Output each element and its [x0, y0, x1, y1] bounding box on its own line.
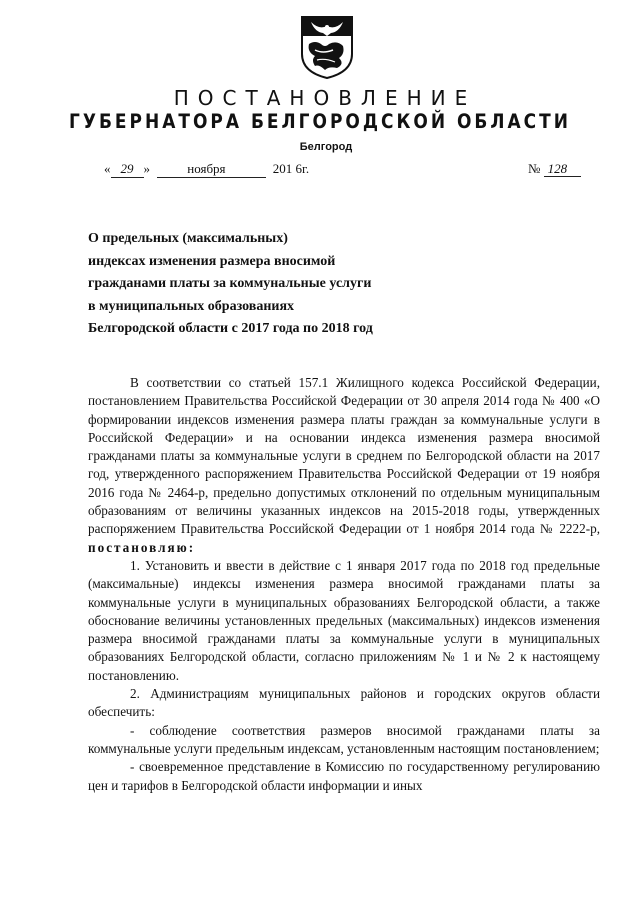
title-line: О предельных (максимальных)	[88, 231, 288, 246]
document-body	[88, 374, 600, 795]
document-type: ПОСТАНОВЛЕНИЕ	[173, 86, 477, 110]
coat-of-arms-icon	[299, 14, 355, 80]
date-day: 29	[111, 161, 144, 178]
title-line: Белгородской области с 2017 года по 2018 год	[88, 321, 373, 336]
document-date	[104, 161, 309, 178]
item-2b-paragraph: - своевременное представление в Комиссию по государственному регулированию цен и тарифов в Белгородской области информации и иных	[88, 759, 600, 793]
issuing-authority: ГУБЕРНАТОРА БЕЛГОРОДСКОЙ ОБЛАСТИ	[69, 110, 571, 134]
title-line: в муниципальных образованиях	[88, 298, 295, 314]
title-line: гражданами платы за коммунальные услуги	[88, 276, 372, 291]
date-open-quote: «	[104, 161, 111, 176]
document-number	[528, 161, 581, 177]
date-close-quote: »	[143, 161, 150, 176]
preamble-text: В соответствии со статьей 157.1 Жилищного кодекса Российской Федерации, постановлением Правительства Российской Федерации от 30 апреля 2014 года № 400 «О формировании индексов изменения размера платы граждан за коммунальные услуги в Российской Федерации» и на основании индекса изменения размера вносимой гражданами платы за коммунальные услуги в среднем по Белгородской области на 2017 год, утвержденного распоряжением Правительства Российской Федерации от 19 ноября 2016 года № 2464-р, предельно допустимых отклонений по отдельным муниципальным образованиям от величины указанных индексов на 2015-2018 годы, утвержденных распоряжением Правительства Российской Федерации от 1 ноября 2014 года № 2222-р,	[88, 375, 600, 537]
number-prefix: №	[528, 161, 541, 176]
title-line: индексах изменения размера вносимой	[88, 253, 336, 269]
item-1-paragraph: 1. Установить и ввести в действие с 1 января 2017 года по 2018 год предельные (максимальные) индексы изменения размера вносимой гражданами платы за коммунальные услуги в муниципальных образованиях Белгородской области, а также обоснование величины установленных предельных (максимальных) индексов изменения размера вносимой гражданами платы за коммунальные услуги в муниципальных образованиях Белгородской области, согласно приложениям № 1 и № 2 к настоящему постановлению.	[88, 557, 600, 683]
item-2-paragraph: 2. Администрациям муниципальных районов и городских округов области обеспечить:	[88, 686, 600, 720]
item-2a-paragraph: - соблюдение соответствия размеров вносимой гражданами платы за коммунальные услуги предельным индексам, установленным настоящим постановлением;	[88, 722, 600, 756]
decree-word: постановляю:	[88, 539, 196, 555]
document-title	[88, 228, 448, 341]
preamble-paragraph	[88, 374, 600, 557]
city: Белгород	[299, 141, 353, 153]
date-year: 201 6г.	[272, 161, 310, 176]
number-value: 128	[544, 161, 582, 177]
date-month: ноября	[157, 161, 265, 178]
